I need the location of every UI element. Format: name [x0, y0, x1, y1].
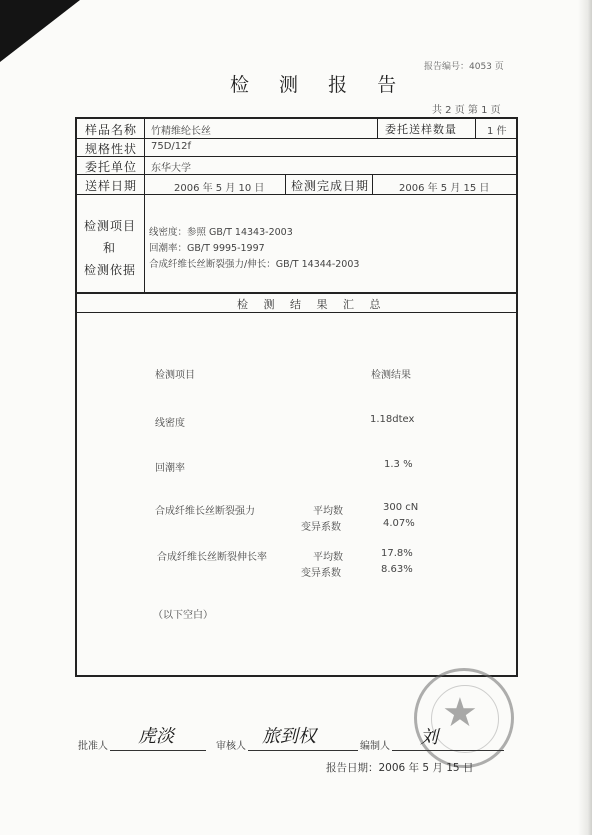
spec-value: 75D/12f: [151, 141, 192, 152]
spec-label: 规格性状: [85, 142, 138, 156]
row-divider: [77, 312, 516, 313]
result-value: 17.8%: [381, 548, 413, 559]
compiler-line: [392, 750, 504, 751]
sample-name-value: 竹精维纶长丝: [151, 126, 211, 137]
page-indicator: 共 2 页 第 1 页: [432, 105, 501, 116]
sampling-date-value: 2006 年 5 月 10 日: [174, 183, 265, 194]
summary-heading: 检 测 结 果 汇 总: [237, 298, 387, 311]
report-number: 报告编号：4053 页: [424, 62, 504, 72]
blank-below-note: （以下空白）: [153, 610, 213, 621]
client-label: 委托单位: [85, 160, 138, 174]
basis-line: 合成纤维长丝断裂强力/伸长：GB/T 14344-2003: [149, 259, 360, 270]
report-date: 报告日期：2006 年 5 月 15 日: [326, 762, 474, 774]
client-value: 东华大学: [151, 163, 191, 174]
row-divider: [77, 174, 516, 175]
seal-star-icon: ★: [442, 690, 478, 736]
reviewer-label: 审核人: [216, 741, 246, 752]
basis-line: 线密度：参照 GB/T 14343-2003: [149, 227, 293, 238]
completion-date-label: 检测完成日期: [291, 179, 370, 193]
result-sub: 变异系数: [301, 522, 341, 533]
column-divider: [144, 119, 145, 292]
test-items-label: 检测项目: [84, 219, 137, 233]
sampling-date-label: 送样日期: [85, 179, 138, 193]
approver-signature: 虎淡: [138, 726, 174, 747]
column-divider: [475, 119, 476, 138]
column-divider: [377, 119, 378, 138]
test-basis-label: 检测依据: [84, 263, 137, 277]
test-items-and: 和: [103, 241, 117, 255]
column-divider: [285, 174, 286, 194]
official-seal-stamp: [414, 668, 514, 768]
result-value: 8.63%: [381, 564, 413, 575]
sample-name-label: 样品名称: [85, 123, 138, 137]
section-divider: [77, 292, 516, 294]
result-item: 线密度: [155, 418, 185, 429]
result-sub: 平均数: [313, 552, 343, 563]
completion-date-value: 2006 年 5 月 15 日: [399, 183, 490, 194]
report-title: 检 测 报 告: [230, 74, 409, 96]
compiler-label: 编制人: [360, 741, 390, 752]
result-item: 合成纤维长丝断裂强力: [155, 506, 255, 517]
result-sub: 变异系数: [301, 568, 341, 579]
row-divider: [77, 156, 516, 157]
row-divider: [77, 138, 516, 139]
result-sub: 平均数: [313, 506, 343, 517]
compiler-signature: 刘: [420, 727, 438, 748]
result-item: 回潮率: [155, 463, 185, 474]
row-divider: [77, 194, 516, 195]
result-value: 4.07%: [383, 518, 415, 529]
scan-shadow-edge: [578, 0, 592, 835]
result-value: 300 cN: [383, 502, 419, 513]
column-divider: [372, 174, 373, 194]
approver-label: 批准人: [78, 741, 108, 752]
results-col-result: 检测结果: [371, 370, 411, 381]
delivery-qty-value: 1 件: [487, 126, 507, 137]
delivery-qty-label: 委托送样数量: [385, 123, 457, 136]
result-value: 1.18dtex: [370, 414, 415, 425]
basis-line: 回潮率：GB/T 9995-1997: [149, 243, 265, 254]
results-col-item: 检测项目: [155, 370, 195, 381]
reviewer-line: [248, 750, 358, 751]
report-form-table: [75, 117, 518, 677]
result-value: 1.3 %: [384, 459, 413, 470]
approver-line: [110, 750, 206, 751]
scan-shadow-corner: [0, 0, 80, 62]
reviewer-signature: 旅到权: [262, 726, 316, 747]
result-item: 合成纤维长丝断裂伸长率: [157, 552, 267, 563]
